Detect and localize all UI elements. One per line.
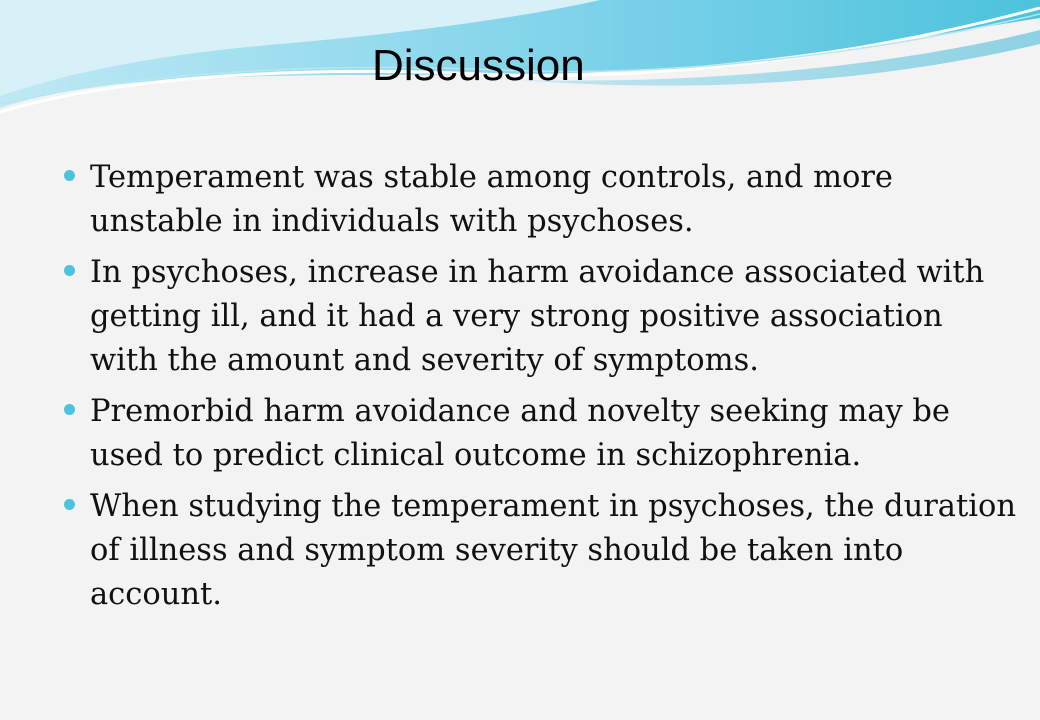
bullet-text: Premorbid harm avoidance and novelty seeking may be used to predict clinical outcome in schizophrenia. [90,394,950,473]
bullet-list [60,156,1020,624]
bullet-text: In psychoses, increase in harm avoidance associated with getting ill, and it had a very strong positive association with the amount and severity of symptoms. [90,255,985,378]
circle-bullet-icon [64,265,75,276]
bullet-item [60,390,1020,478]
bullet-text: Temperament was stable among controls, and more unstable in individuals with psychoses. [90,160,893,239]
circle-bullet-icon [64,404,75,415]
bullet-text: When studying the temperament in psychoses, the duration of illness and symptom severity should be taken into account. [90,489,1017,612]
bullet-item [60,251,1020,383]
circle-bullet-icon [64,499,75,510]
bullet-item [60,485,1020,617]
circle-bullet-icon [64,170,75,181]
bullet-item [60,156,1020,244]
slide-title: Discussion [372,41,585,90]
